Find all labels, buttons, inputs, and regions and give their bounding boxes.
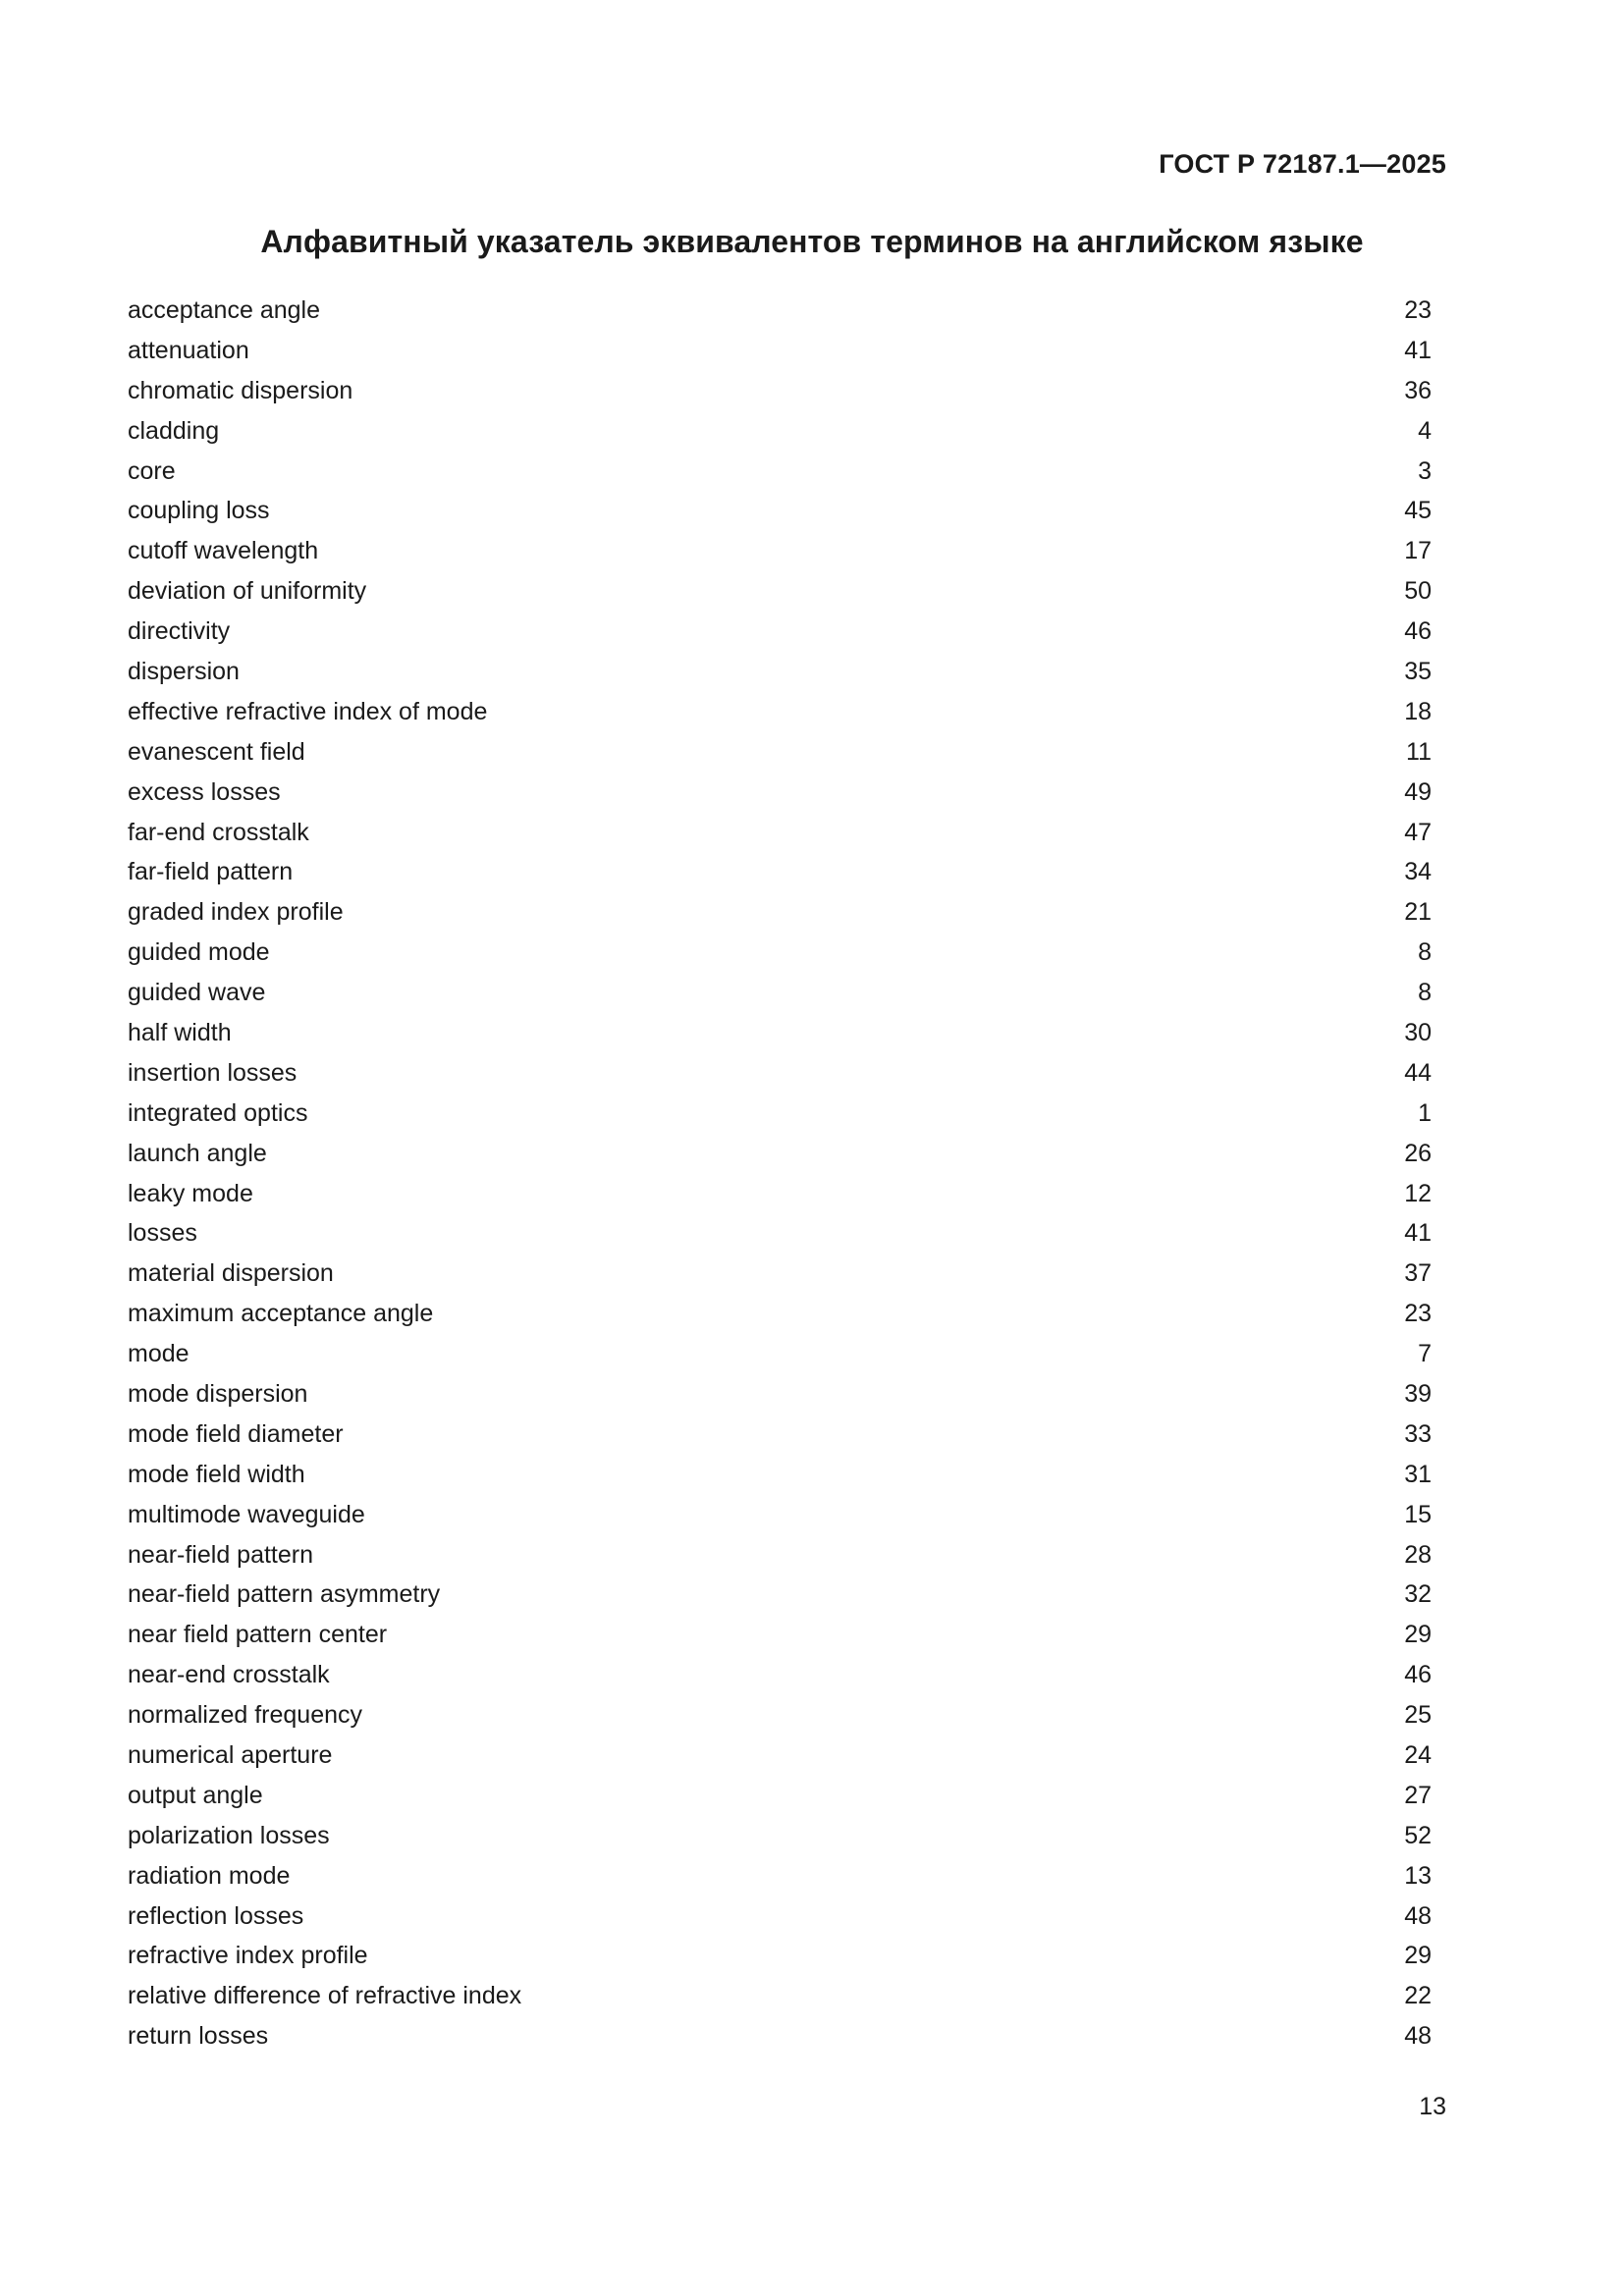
index-term: far-field pattern [128, 858, 294, 886]
index-entry [128, 1134, 1432, 1174]
index-reference-number: 48 [1404, 2022, 1432, 2051]
index-reference-number: 33 [1404, 1419, 1432, 1448]
index-reference-number: 44 [1404, 1058, 1432, 1087]
index-term: mode field diameter [128, 1419, 344, 1448]
index-entry [128, 1776, 1432, 1816]
index-entry [128, 1695, 1432, 1735]
index-term: integrated optics [128, 1098, 308, 1127]
index-reference-number: 31 [1404, 1460, 1432, 1488]
index-reference-number: 21 [1404, 898, 1432, 927]
index-reference-number: 41 [1404, 336, 1432, 364]
index-reference-number: 7 [1418, 1340, 1432, 1368]
index-reference-number: 48 [1404, 1901, 1432, 1930]
index-entry [128, 1053, 1432, 1094]
index-term: dispersion [128, 657, 240, 685]
index-term: return losses [128, 2022, 269, 2051]
index-term: insertion losses [128, 1058, 298, 1087]
index-term: near-field pattern asymmetry [128, 1580, 441, 1609]
index-reference-number: 4 [1418, 416, 1432, 445]
index-reference-number: 46 [1404, 617, 1432, 646]
index-reference-number: 45 [1404, 497, 1432, 525]
index-entry [128, 1896, 1432, 1937]
index-entry [128, 773, 1432, 813]
index-term: output angle [128, 1781, 263, 1809]
index-entry [128, 1415, 1432, 1455]
page-title: Алфавитный указатель эквивалентов терминов на английском языке [260, 224, 1364, 259]
index-reference-number: 34 [1404, 858, 1432, 886]
index-reference-number: 32 [1404, 1580, 1432, 1609]
index-entry [128, 612, 1432, 652]
index-entry [128, 531, 1432, 571]
index-term: numerical aperture [128, 1741, 333, 1769]
index-entry [128, 1455, 1432, 1495]
index-term: material dispersion [128, 1259, 334, 1288]
index-entry [128, 692, 1432, 732]
index-entry [128, 1374, 1432, 1415]
index-term: excess losses [128, 777, 281, 806]
index-reference-number: 52 [1404, 1821, 1432, 1849]
index-reference-number: 36 [1404, 376, 1432, 404]
index-term: half width [128, 1018, 232, 1046]
index-entry [128, 973, 1432, 1013]
index-term: core [128, 456, 176, 485]
index-term: normalized frequency [128, 1701, 363, 1730]
index-reference-number: 18 [1404, 697, 1432, 725]
index-reference-number: 50 [1404, 577, 1432, 606]
index-entry [128, 652, 1432, 692]
index-entry [128, 371, 1432, 411]
index-term: launch angle [128, 1139, 267, 1167]
index-term: refractive index profile [128, 1942, 368, 1970]
index-term: relative difference of refractive index [128, 1982, 522, 2010]
index-term: reflection losses [128, 1901, 304, 1930]
index-reference-number: 3 [1418, 456, 1432, 485]
index-reference-number: 15 [1404, 1500, 1432, 1528]
index-term: deviation of uniformity [128, 577, 367, 606]
index-reference-number: 8 [1418, 979, 1432, 1007]
index-term: guided mode [128, 938, 270, 967]
index-term: polarization losses [128, 1821, 330, 1849]
index-reference-number: 30 [1404, 1018, 1432, 1046]
index-entry [128, 1655, 1432, 1695]
index-term: cladding [128, 416, 220, 445]
index-entry [128, 291, 1432, 331]
index-entry [128, 1615, 1432, 1655]
index-entry [128, 1334, 1432, 1374]
index-reference-number: 39 [1404, 1379, 1432, 1408]
index-reference-number: 49 [1404, 777, 1432, 806]
index-entry [128, 331, 1432, 371]
index-term: cutoff wavelength [128, 537, 319, 565]
index-entry [128, 892, 1432, 933]
index-entry [128, 571, 1432, 612]
index-entry [128, 1174, 1432, 1214]
document-code: ГОСТ Р 72187.1—2025 [1159, 149, 1446, 179]
index-term: far-end crosstalk [128, 818, 309, 846]
index-entry [128, 1213, 1432, 1254]
index-term: mode field width [128, 1460, 305, 1488]
term-index-list [128, 291, 1432, 2056]
index-entry [128, 1495, 1432, 1535]
index-reference-number: 47 [1404, 818, 1432, 846]
index-reference-number: 23 [1404, 295, 1432, 324]
index-reference-number: 25 [1404, 1701, 1432, 1730]
index-term: chromatic dispersion [128, 376, 353, 404]
index-entry [128, 1976, 1432, 2016]
index-reference-number: 29 [1404, 1942, 1432, 1970]
index-reference-number: 12 [1404, 1179, 1432, 1207]
index-reference-number: 11 [1406, 737, 1432, 766]
index-entry [128, 852, 1432, 892]
index-term: mode [128, 1340, 189, 1368]
index-entry [128, 1294, 1432, 1334]
index-reference-number: 13 [1404, 1861, 1432, 1890]
index-entry [128, 491, 1432, 531]
index-entry [128, 1535, 1432, 1575]
index-reference-number: 46 [1404, 1661, 1432, 1689]
index-reference-number: 41 [1404, 1219, 1432, 1248]
index-reference-number: 37 [1404, 1259, 1432, 1288]
index-term: leaky mode [128, 1179, 253, 1207]
index-term: guided wave [128, 979, 266, 1007]
index-term: acceptance angle [128, 295, 320, 324]
index-entry [128, 813, 1432, 853]
index-term: mode dispersion [128, 1379, 308, 1408]
page-number: 13 [1419, 2093, 1446, 2120]
index-term: coupling loss [128, 497, 270, 525]
index-term: near-field pattern [128, 1540, 314, 1569]
index-entry [128, 1735, 1432, 1776]
index-reference-number: 24 [1404, 1741, 1432, 1769]
index-term: maximum acceptance angle [128, 1300, 434, 1328]
index-term: multimode waveguide [128, 1500, 365, 1528]
index-term: effective refractive index of mode [128, 697, 488, 725]
index-term: near field pattern center [128, 1621, 388, 1649]
index-entry [128, 2016, 1432, 2056]
index-term: attenuation [128, 336, 249, 364]
index-entry [128, 1013, 1432, 1053]
index-entry [128, 1575, 1432, 1616]
index-entry [128, 1856, 1432, 1896]
index-reference-number: 26 [1404, 1139, 1432, 1167]
index-reference-number: 1 [1418, 1098, 1432, 1127]
index-entry [128, 1254, 1432, 1294]
index-term: evanescent field [128, 737, 305, 766]
index-entry [128, 1937, 1432, 1977]
index-entry [128, 1094, 1432, 1134]
index-reference-number: 28 [1404, 1540, 1432, 1569]
index-entry [128, 1816, 1432, 1856]
index-entry [128, 732, 1432, 773]
index-reference-number: 22 [1404, 1982, 1432, 2010]
index-reference-number: 29 [1404, 1621, 1432, 1649]
index-reference-number: 17 [1404, 537, 1432, 565]
index-reference-number: 8 [1418, 938, 1432, 967]
index-term: radiation mode [128, 1861, 291, 1890]
index-reference-number: 27 [1404, 1781, 1432, 1809]
index-term: directivity [128, 617, 231, 646]
index-term: losses [128, 1219, 197, 1248]
index-term: graded index profile [128, 898, 344, 927]
index-entry [128, 411, 1432, 452]
index-term: near-end crosstalk [128, 1661, 330, 1689]
index-entry [128, 452, 1432, 492]
index-entry [128, 933, 1432, 973]
index-reference-number: 23 [1404, 1300, 1432, 1328]
index-reference-number: 35 [1404, 657, 1432, 685]
